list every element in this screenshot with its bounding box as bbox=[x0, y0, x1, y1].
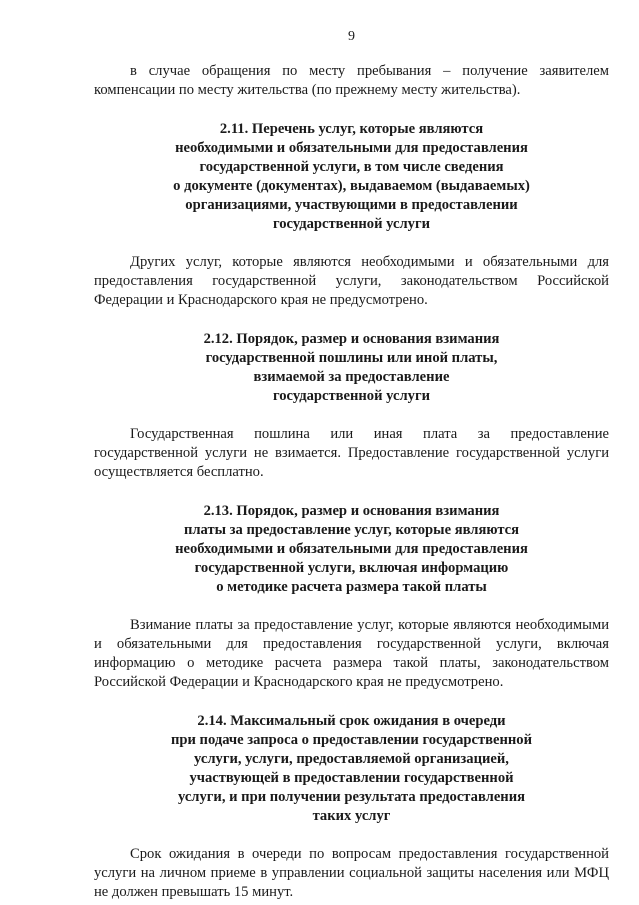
heading-line: 2.11. Перечень услуг, которые являются bbox=[219, 121, 484, 137]
section-body-2-12: Государственная пошлина или иная плата за предоставление государственной услуги не взимается. Предоставление государственной услуги осуществляется бесплатно. bbox=[94, 426, 609, 480]
heading-line: услуги, услуги, предоставляемой организацией, bbox=[194, 751, 509, 767]
heading-line: государственной услуги bbox=[272, 216, 431, 232]
heading-line: о методике расчета размера такой платы bbox=[216, 579, 487, 595]
heading-line: организациями, участвующими в предоставлении bbox=[185, 197, 518, 213]
heading-line: государственной услуги, включая информацию bbox=[194, 560, 509, 576]
heading-line: необходимыми и обязательными для предоставления bbox=[175, 541, 528, 557]
intro-paragraph: в случае обращения по месту пребывания – получение заявителем компенсации по месту жительства (по прежнему месту жительства). bbox=[94, 63, 609, 98]
page-number: 9 bbox=[348, 29, 355, 44]
section-heading-2-11 bbox=[94, 120, 609, 234]
heading-line: при подаче запроса о предоставлении государственной bbox=[170, 732, 533, 748]
heading-line: государственной пошлины или иной платы, bbox=[205, 350, 498, 366]
section-heading-2-14 bbox=[94, 712, 609, 826]
heading-line: 2.14. Максимальный срок ожидания в очереди bbox=[197, 713, 506, 729]
heading-line: 2.12. Порядок, размер и основания взимания bbox=[203, 331, 500, 347]
heading-line: взимаемой за предоставление bbox=[253, 369, 450, 385]
heading-line: о документе (документах), выдаваемом (выдаваемых) bbox=[173, 178, 530, 194]
heading-line: участвующей в предоставлении государственной bbox=[189, 770, 514, 786]
section-body-2-13: Взимание платы за предоставление услуг, которые являются необходимыми и обязательными для предоставления государственной услуги, включая информацию о методике расчета размера такой платы, законодательством Российской Федерации и Краснодарского края не предусмотрено. bbox=[94, 617, 609, 690]
section-heading-2-13 bbox=[94, 502, 609, 597]
heading-line: платы за предоставление услуг, которые являются bbox=[183, 522, 520, 538]
section-body-2-14: Срок ожидания в очереди по вопросам предоставления государственной услуги на личном приеме в управлении социальной защиты населения или МФЦ не должен превышать 15 минут. bbox=[94, 846, 609, 900]
heading-line: государственной услуги, в том числе сведения bbox=[199, 159, 504, 175]
section-body-2-11: Других услуг, которые являются необходимыми и обязательными для предоставления государственной услуги, законодательством Российской Федерации и Краснодарского края не предусмотрено. bbox=[94, 254, 609, 308]
heading-line: таких услуг bbox=[312, 808, 391, 824]
heading-line: услуги, и при получении результата предоставления bbox=[177, 789, 526, 805]
heading-line: государственной услуги bbox=[272, 388, 431, 404]
heading-line: 2.13. Порядок, размер и основания взимания bbox=[203, 503, 500, 519]
heading-line: необходимыми и обязательными для предоставления bbox=[175, 140, 528, 156]
section-heading-2-12 bbox=[94, 330, 609, 406]
page-content bbox=[94, 62, 609, 902]
